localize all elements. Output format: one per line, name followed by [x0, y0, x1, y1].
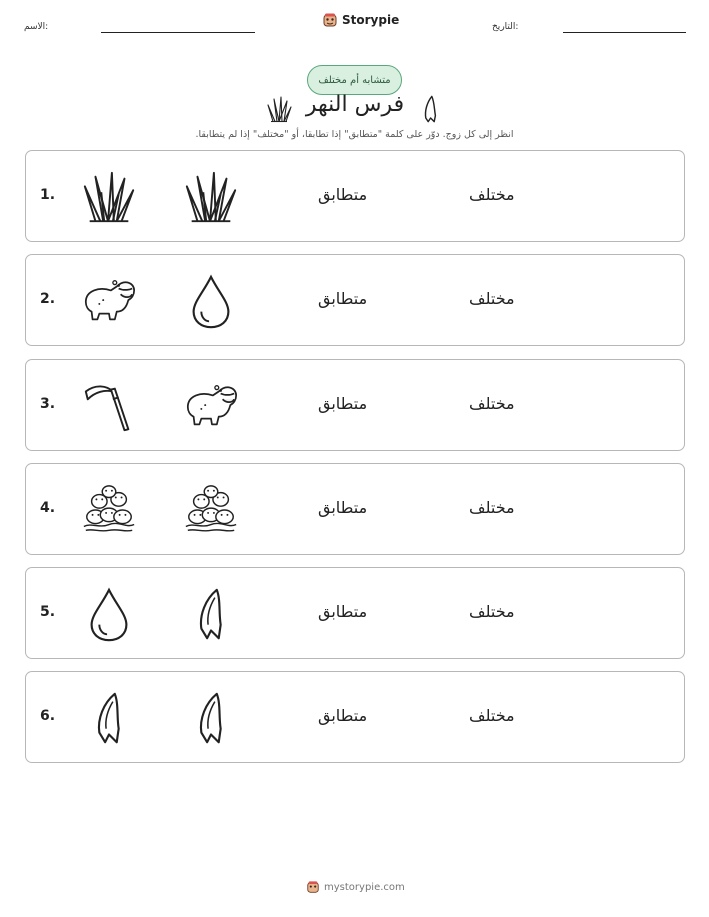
hippo-icon: [182, 378, 240, 436]
same-option[interactable]: متطابق: [318, 289, 368, 308]
same-option[interactable]: متطابق: [318, 602, 368, 621]
instructions: انظر إلى كل زوج. دوّر على كلمة "متطابق" إذا تطابقا، أو "مختلف" إذا لم يتطابقا.: [195, 129, 514, 140]
hippo-family-icon: [80, 482, 138, 540]
name-label: الاسم:: [24, 22, 49, 32]
name-line: [101, 32, 255, 33]
hippo-family-icon: [182, 482, 240, 540]
scythe-icon: [80, 378, 138, 436]
row-number: 4.: [40, 500, 56, 516]
page-title: فرس النهر: [305, 92, 405, 117]
exercise-row-2: [25, 254, 685, 346]
row-number: 6.: [40, 708, 56, 724]
storypie-mascot-icon: [322, 12, 338, 28]
exercise-row-4: [25, 463, 685, 555]
row-number: 3.: [40, 396, 56, 412]
tooth-icon: [182, 586, 240, 644]
exercise-row-3: [25, 359, 685, 451]
water-drop-icon: [182, 273, 240, 331]
water-drop-icon: [80, 586, 138, 644]
grass-icon: [182, 169, 240, 227]
brand-name: Storypie: [342, 13, 400, 27]
different-option[interactable]: مختلف: [469, 706, 515, 725]
exercise-row-5: [25, 567, 685, 659]
tooth-icon: [80, 690, 138, 748]
footer-url[interactable]: mystorypie.com: [324, 881, 405, 893]
row-number: 5.: [40, 604, 56, 620]
footer: [306, 880, 405, 894]
different-option[interactable]: مختلف: [469, 289, 515, 308]
tooth-icon: [421, 94, 439, 124]
row-number: 2.: [40, 291, 56, 307]
hippo-icon: [80, 273, 138, 331]
different-option[interactable]: مختلف: [469, 498, 515, 517]
grass-icon: [264, 94, 294, 124]
exercise-row-6: [25, 671, 685, 763]
tooth-icon: [182, 690, 240, 748]
date-line: [563, 32, 686, 33]
same-option[interactable]: متطابق: [318, 498, 368, 517]
same-option[interactable]: متطابق: [318, 185, 368, 204]
worksheet-type-badge: متشابه أم مختلف: [307, 65, 402, 95]
different-option[interactable]: مختلف: [469, 394, 515, 413]
same-option[interactable]: متطابق: [318, 706, 368, 725]
exercise-row-1: [25, 150, 685, 242]
date-label: التاريخ:: [492, 22, 519, 32]
different-option[interactable]: مختلف: [469, 602, 515, 621]
brand-logo: [322, 12, 399, 28]
different-option[interactable]: مختلف: [469, 185, 515, 204]
storypie-mascot-icon: [306, 880, 320, 894]
title-row: [0, 92, 709, 124]
row-number: 1.: [40, 187, 56, 203]
grass-icon: [80, 169, 138, 227]
same-option[interactable]: متطابق: [318, 394, 368, 413]
